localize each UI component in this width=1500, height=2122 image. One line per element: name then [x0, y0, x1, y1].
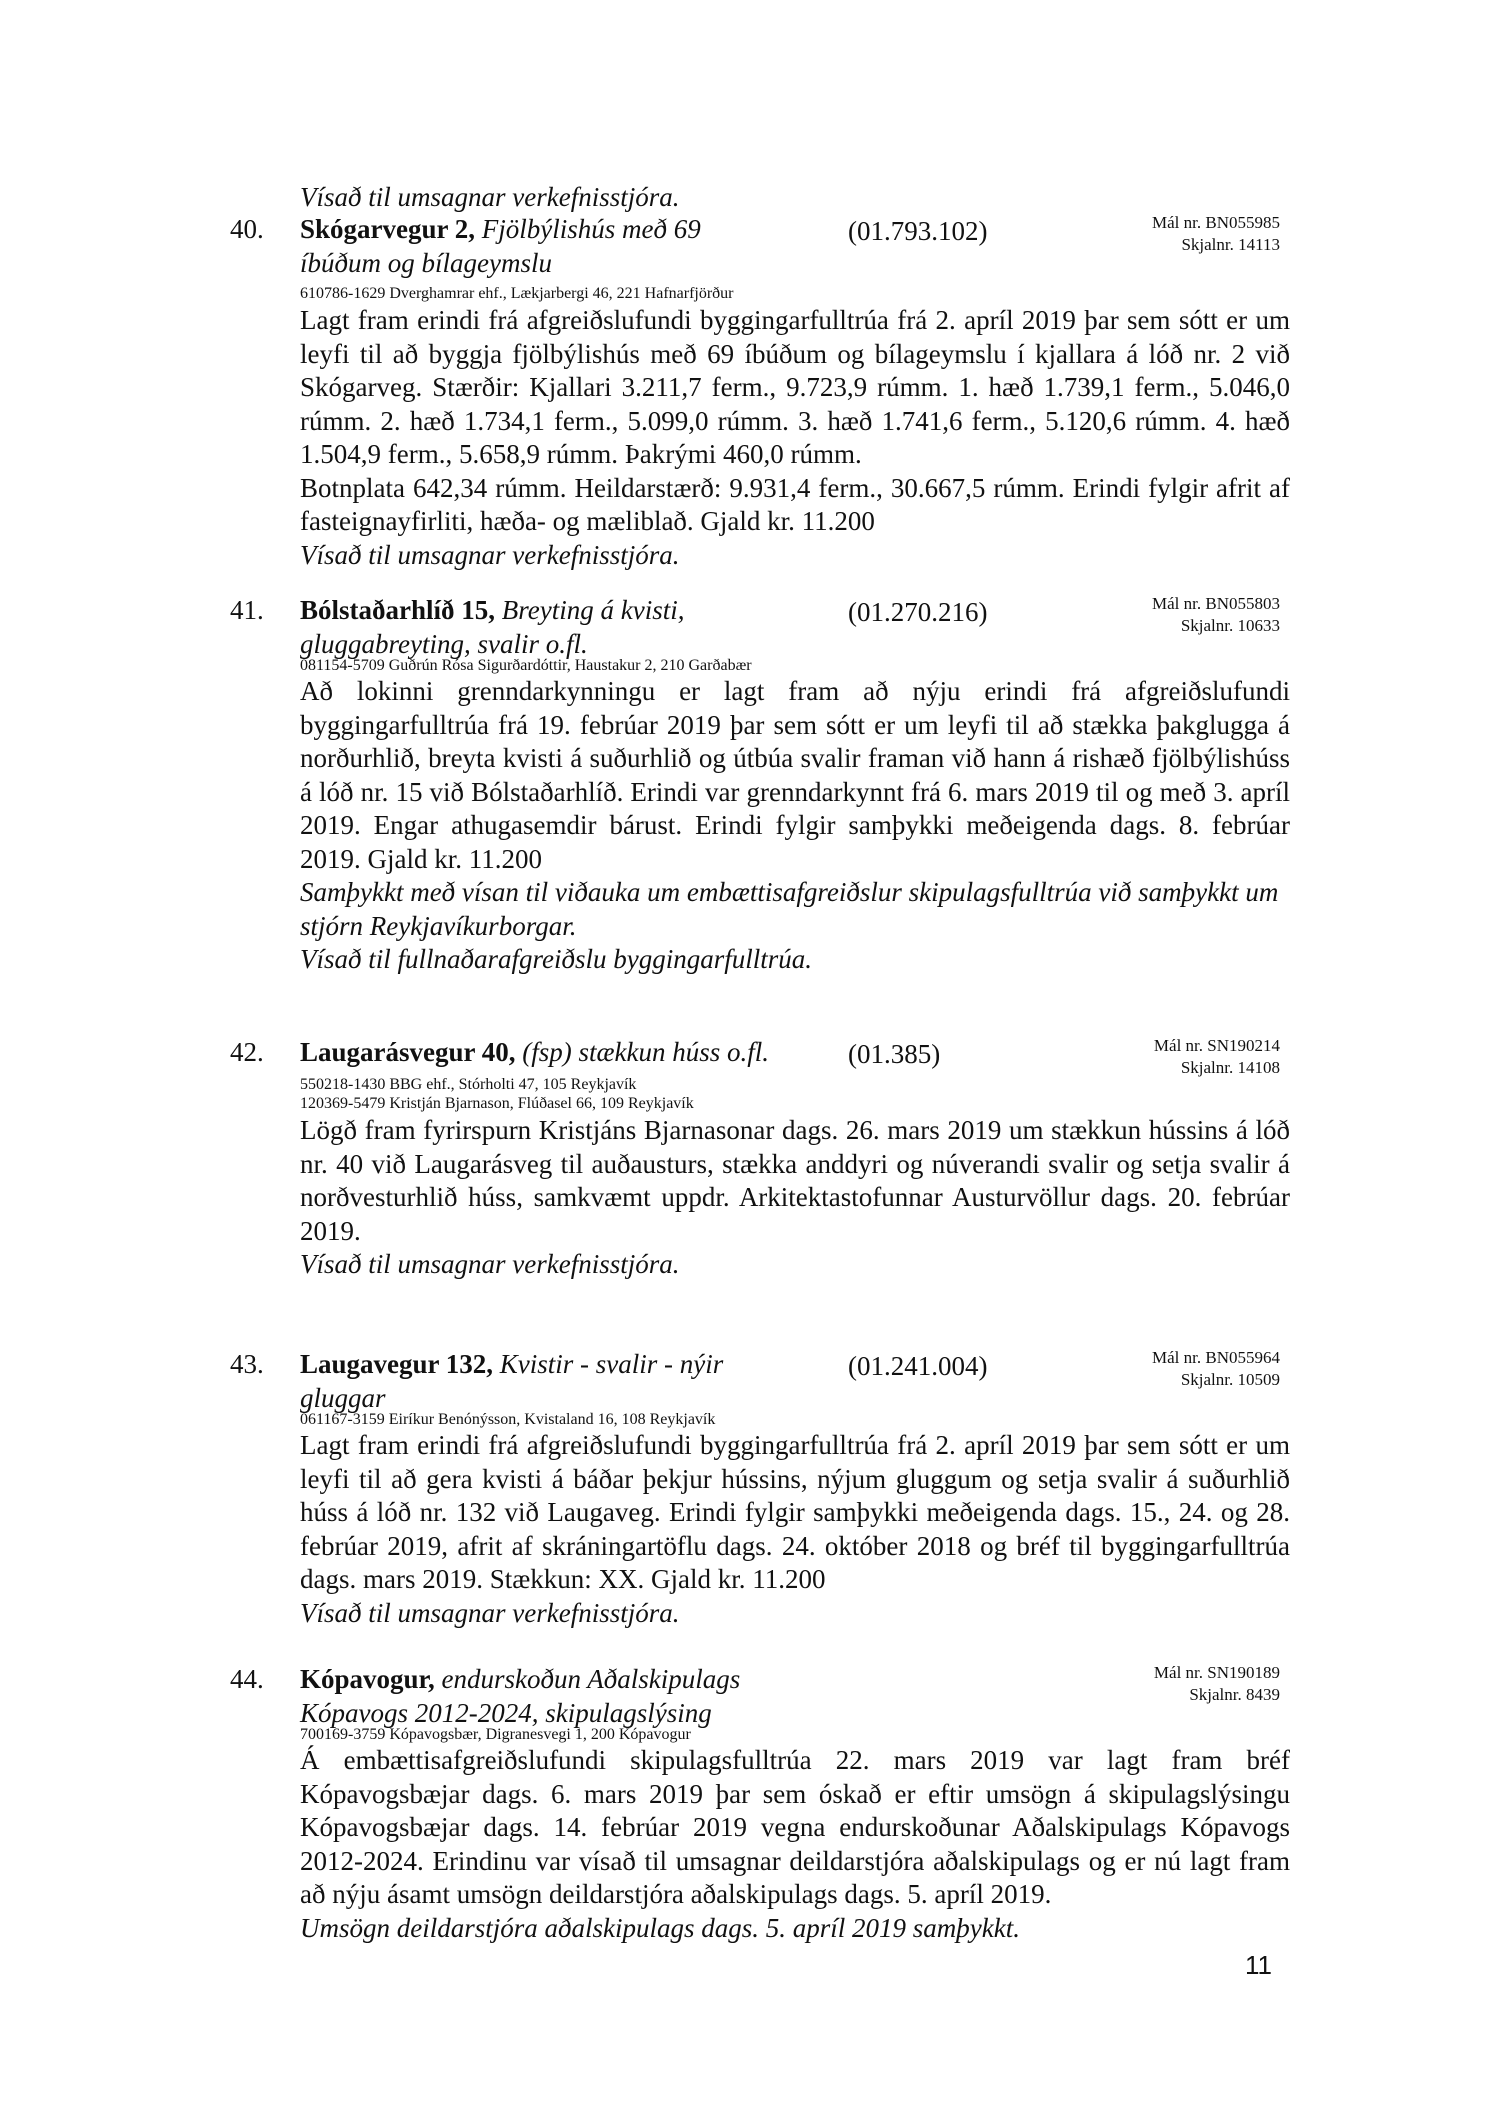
item-body	[300, 1744, 1290, 1945]
item-number: 41.	[230, 595, 264, 625]
item-name: Bólstaðarhlíð 15,	[300, 595, 496, 625]
item-body	[300, 304, 1290, 572]
item-text: Lagt fram erindi frá afgreiðslufundi byggingarfulltrúa frá 2. apríl 2019 þar sem sótt er um leyfi til að gera kvisti á báðar þekjur hússins, nýjum gluggum og setja svalir á suðurhlið húss á lóð nr. 132 við Laugaveg. Erindi fylgir samþykki meðeigenda dags. 15., 24. og 28. febrúar 2019, afrit af skráningartöflu dags. 24. október 2018 og bréf til byggingarfulltrúa dags. mars 2019. Stækkun: XX. Gjald kr. 11.200	[300, 1430, 1290, 1594]
case-numbers	[1152, 212, 1280, 256]
file-number: Skjalnr. 10509	[1180, 1370, 1280, 1389]
owner-line: 081154-5709 Guðrún Rósa Sigurðardóttir, Haustakur 2, 210 Garðabær	[300, 657, 752, 674]
item-number: 40.	[230, 214, 264, 244]
case-numbers	[1154, 1035, 1280, 1079]
case-numbers	[1154, 1662, 1280, 1706]
item-description: Breyting á kvisti, gluggabreyting, svalir o.fl.	[300, 595, 685, 659]
item-title	[300, 212, 770, 280]
item-name: Kópavogur,	[300, 1664, 435, 1694]
item-number: 44.	[230, 1664, 264, 1694]
item-title	[300, 1347, 760, 1415]
item-conclusion: Vísað til umsagnar verkefnisstjóra.	[300, 539, 680, 570]
owner-list	[300, 1410, 715, 1429]
item-title	[300, 593, 770, 661]
item-text-continued: Botnplata 642,34 rúmm. Heildarstærð: 9.931,4 ferm., 30.667,5 rúmm. Erindi fylgir afrit af fasteignayfirliti, hæða- og mæliblað. Gjald kr. 11.200	[300, 472, 1290, 536]
owner-line: 700169-3759 Kópavogsbær, Digranesvegi 1, 200 Kópavogur	[300, 1726, 691, 1743]
item-reference: (01.385)	[848, 1039, 941, 1069]
item-conclusion: Vísað til fullnaðarafgreiðslu byggingarfulltrúa.	[300, 944, 813, 974]
item-number: 43.	[230, 1349, 264, 1379]
item-reference: (01.241.004)	[848, 1351, 988, 1381]
item-description: endurskoðun Aðalskipulags Kópavogs 2012-2024, skipulagslýsing	[300, 1664, 741, 1728]
item-number: 42.	[230, 1037, 264, 1067]
case-numbers	[1152, 1347, 1280, 1391]
owner-list	[300, 284, 734, 303]
item-text: Að lokinni grenndarkynningu er lagt fram að nýju erindi frá afgreiðslufundi byggingarfulltrúa frá 19. febrúar 2019 þar sem sótt er um leyfi til að stækka þakglugga á norðurhlið, breyta kvisti á suðurhlið og útbúa svalir framan við hann á rishæð fjölbýlishúss á lóð nr. 15 við Bólstaðarhlíð. Erindi var grenndarkynnt frá 6. mars 2019 til og með 3. apríl 2019. Engar athugasemdir bárust. Erindi fylgir samþykki meðeigenda dags. 8. febrúar 2019. Gjald kr. 11.200	[300, 676, 1290, 874]
item-name: Skógarvegur 2,	[300, 214, 476, 244]
owner-list	[300, 1725, 691, 1744]
item-body	[300, 1114, 1290, 1282]
case-number: Mál nr. BN055803	[1152, 594, 1280, 613]
item-reference: (01.793.102)	[848, 216, 988, 246]
item-body	[300, 1429, 1290, 1630]
owner-list	[300, 656, 752, 675]
owner-list	[300, 1075, 694, 1113]
owner-line: 120369-5479 Kristján Bjarnason, Flúðasel 66, 109 Reykjavík	[300, 1095, 694, 1112]
case-numbers	[1152, 593, 1280, 637]
file-number: Skjalnr. 14108	[1180, 1058, 1280, 1077]
case-number: Mál nr. BN055985	[1152, 213, 1280, 232]
item-text: Lagt fram erindi frá afgreiðslufundi byggingarfulltrúa frá 2. apríl 2019 þar sem sótt er um leyfi til að byggja fjölbýlishús með 69 íbúðum og bílageymslu í kjallara á lóð nr. 2 við Skógarveg. Stærðir: Kjallari 3.211,7 ferm., 9.723,9 rúmm. 1. hæð 1.739,1 ferm., 5.046,0 rúmm. 2. hæð 1.734,1 ferm., 5.099,0 rúmm. 3. hæð 1.741,6 ferm., 5.120,6 rúmm. 4. hæð 1.504,9 ferm., 5.658,9 rúmm. Þakrými 460,0 rúmm.	[300, 305, 1290, 469]
page-number: 11	[1245, 1950, 1272, 1980]
case-number: Mál nr. SN190214	[1153, 1036, 1280, 1055]
file-number: Skjalnr. 8439	[1189, 1685, 1280, 1704]
owner-line: 061167-3159 Eiríkur Benónýsson, Kvistaland 16, 108 Reykjavík	[300, 1411, 716, 1428]
item-conclusion: Umsögn deildarstjóra aðalskipulags dags. 5. apríl 2019 samþykkt.	[300, 1912, 1020, 1943]
item-description: Fjölbýlishús með 69 íbúðum og bílageymslu	[300, 214, 701, 278]
item-title	[300, 1662, 840, 1730]
case-number: Mál nr. BN055964	[1152, 1348, 1280, 1367]
item-description: Kvistir - svalir - nýir gluggar	[300, 1349, 724, 1413]
owner-line: 550218-1430 BBG ehf., Stórholti 47, 105 Reykjavík	[300, 1076, 637, 1093]
item-body	[300, 675, 1290, 977]
item-title	[300, 1035, 860, 1069]
file-number: Skjalnr. 10633	[1180, 616, 1280, 635]
file-number: Skjalnr. 14113	[1181, 235, 1280, 254]
item-name: Laugarásvegur 40,	[300, 1037, 516, 1067]
item-name: Laugavegur 132,	[300, 1349, 494, 1379]
owner-line: 610786-1629 Dverghamrar ehf., Lækjarbergi 46, 221 Hafnarfjörður	[300, 285, 734, 302]
item-text: Á embættisafgreiðslufundi skipulagsfulltrúa 22. mars 2019 var lagt fram bréf Kópavogsbæjar dags. 6. mars 2019 þar sem óskað er eftir umsögn á skipulagslýsingu Kópavogsbæjar dags. 14. febrúar 2019 vegna endurskoðunar Aðalskipulags Kópavogs 2012-2024. Erindinu var vísað til umsagnar deildarstjóra aðalskipulags og er nú lagt fram að nýju ásamt umsögn deildarstjóra aðalskipulags dags. 5. apríl 2019.	[300, 1745, 1290, 1909]
item-conclusion: Vísað til umsagnar verkefnisstjóra.	[300, 1597, 680, 1628]
continuation-note: Vísað til umsagnar verkefnisstjóra.	[300, 182, 680, 212]
item-reference: (01.270.216)	[848, 597, 988, 627]
item-conclusion: Samþykkt með vísan til viðauka um embættisafgreiðslur skipulagsfulltrúa við samþykkt um stjórn Reykjavíkurborgar.	[300, 877, 1279, 941]
item-description: (fsp) stækkun húss o.fl.	[522, 1037, 770, 1067]
case-number: Mál nr. SN190189	[1153, 1663, 1280, 1682]
item-text: Lögð fram fyrirspurn Kristjáns Bjarnasonar dags. 26. mars 2019 um stækkun hússins á lóð nr. 40 við Laugarásveg til auðausturs, stækka anddyri og núverandi svalir og setja svalir á norðvesturhlið húss, samkvæmt uppdr. Arkitektastofunnar Austurvöllur dags. 20. febrúar 2019.	[300, 1115, 1290, 1246]
item-conclusion: Vísað til umsagnar verkefnisstjóra.	[300, 1249, 680, 1279]
